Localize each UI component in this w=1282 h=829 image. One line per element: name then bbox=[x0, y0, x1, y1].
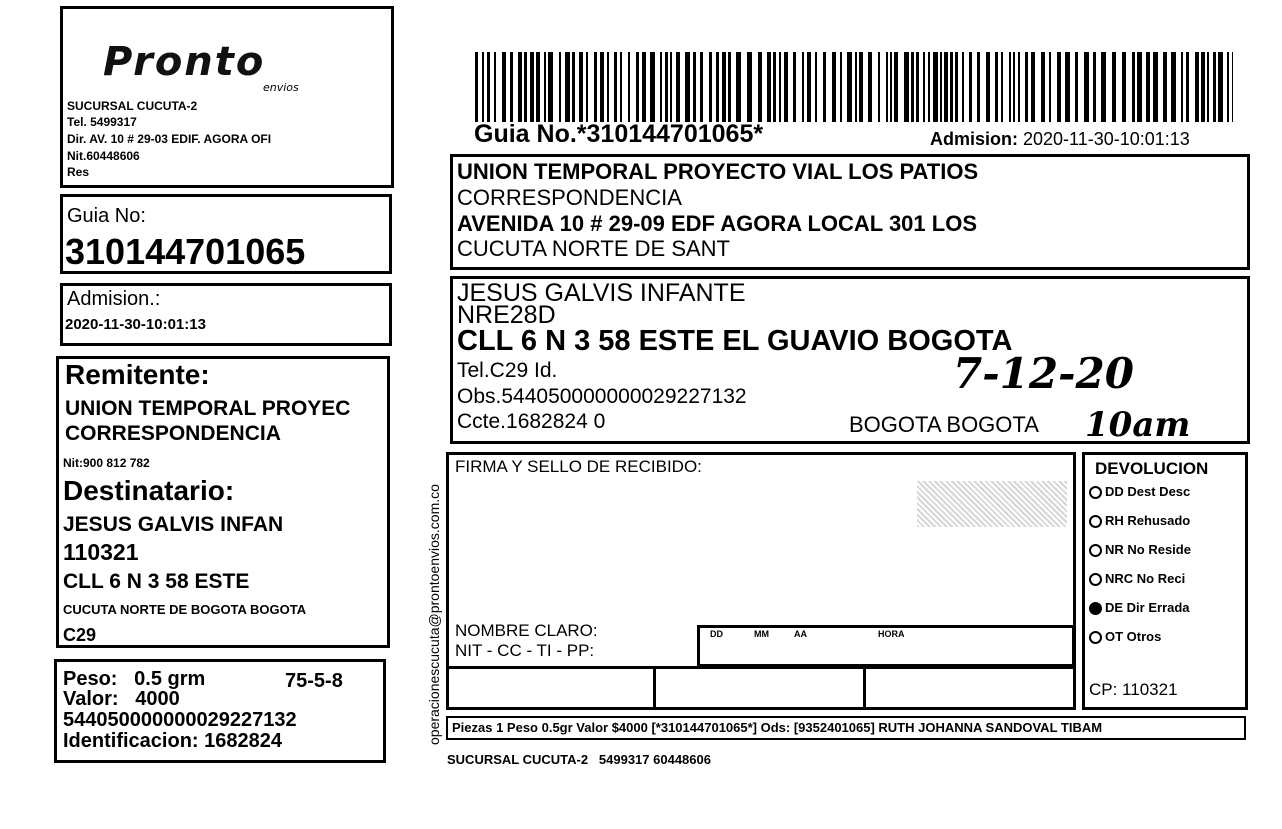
barcode-bar bbox=[802, 52, 804, 122]
barcode-bar bbox=[722, 52, 726, 122]
sender-line-1: UNION TEMPORAL PROYECTO VIAL LOS PATIOS bbox=[457, 159, 979, 184]
barcode-bar bbox=[607, 52, 609, 122]
barcode-bar bbox=[904, 52, 909, 122]
barcode-bar bbox=[950, 52, 953, 122]
destinatario-city: CUCUTA NORTE DE BOGOTA BOGOTA bbox=[63, 602, 307, 617]
branch-line-4: Nit.60448606 bbox=[67, 149, 140, 163]
guia-number: 310144701065 bbox=[65, 231, 306, 272]
barcode-bar bbox=[1171, 52, 1176, 122]
handwritten-time: 10am bbox=[1085, 405, 1191, 445]
barcode-bar bbox=[1009, 52, 1011, 122]
barcode-bar bbox=[1001, 52, 1003, 122]
barcode-bar bbox=[559, 52, 561, 122]
barcode-bar bbox=[868, 52, 872, 122]
branch-line-5: Res bbox=[67, 165, 90, 179]
footer-box bbox=[446, 716, 1246, 740]
barcode-bar bbox=[878, 52, 880, 122]
barcode-bar bbox=[832, 52, 836, 122]
barcode-bar bbox=[487, 52, 490, 122]
barcode-bar bbox=[628, 52, 630, 122]
barcode-bar bbox=[1013, 52, 1015, 122]
signature-box bbox=[446, 452, 1076, 710]
barcode-bar bbox=[594, 52, 597, 122]
remitente-dept: CORRESPONDENCIA bbox=[65, 422, 281, 445]
devolucion-option-nr[interactable]: NR No Reside bbox=[1089, 542, 1191, 557]
barcode-bar bbox=[1075, 52, 1078, 122]
header-admision-value: 2020-11-30-10:01:13 bbox=[1023, 129, 1190, 149]
barcode-bar bbox=[665, 52, 668, 122]
barcode-bar bbox=[767, 52, 771, 122]
barcode-bar bbox=[928, 52, 930, 122]
barcode-bar bbox=[1181, 52, 1183, 122]
branch-line-3: Dir. AV. 10 # 29-03 EDIF. AGORA OFI bbox=[67, 132, 272, 146]
bottom-line: SUCURSAL CUCUTA-2 5499317 60448606 bbox=[447, 752, 711, 767]
barcode-bar bbox=[758, 52, 762, 122]
barcode-bar bbox=[886, 52, 888, 122]
barcode-bar bbox=[709, 52, 712, 122]
barcode-bar bbox=[1093, 52, 1096, 122]
barcode-bar bbox=[1227, 52, 1229, 122]
recipient-obs: Obs.544050000000029227132 bbox=[457, 385, 747, 408]
barcode-bar bbox=[536, 52, 540, 122]
barcode-bar bbox=[944, 52, 948, 122]
barcode-bar bbox=[660, 52, 662, 122]
peso-code: 75-5-8 bbox=[285, 670, 343, 692]
logo-brand: Pronto bbox=[103, 39, 266, 85]
barcode-bar bbox=[815, 52, 817, 122]
barcode-bar bbox=[1186, 52, 1189, 122]
barcode-bar bbox=[773, 52, 776, 122]
barcode-bar bbox=[642, 52, 646, 122]
barcode-bar bbox=[1101, 52, 1106, 122]
recipient-line-1: JESUS GALVIS INFANTE bbox=[457, 279, 746, 307]
barcode-bar bbox=[1146, 52, 1150, 122]
barcode-bar bbox=[1195, 52, 1199, 122]
admision-label: Admision.: bbox=[67, 288, 161, 310]
footer-line: Piezas 1 Peso 0.5gr Valor $4000 [*310144701065*] Ods: [9352401065] RUTH JOHANNA SANDOVAL TIBAM bbox=[452, 720, 1103, 735]
barcode-bar bbox=[1137, 52, 1142, 122]
barcode-bar bbox=[1232, 52, 1233, 122]
valor-line: Valor: 4000 bbox=[63, 688, 180, 710]
barcode-bar bbox=[502, 52, 506, 122]
sender-line-2: CORRESPONDENCIA bbox=[457, 185, 682, 210]
pronto-logo bbox=[103, 39, 265, 85]
barcode-bar bbox=[736, 52, 741, 122]
barcode-bar bbox=[977, 52, 980, 122]
barcode-bar bbox=[1031, 52, 1035, 122]
barcode-bar bbox=[544, 52, 546, 122]
barcode-bar bbox=[962, 52, 964, 122]
barcode-bar bbox=[823, 52, 826, 122]
branch-box bbox=[60, 6, 394, 188]
barcode-bar bbox=[586, 52, 588, 122]
devolucion-option-rh[interactable]: RH Rehusado bbox=[1089, 513, 1190, 528]
barcode-bar bbox=[933, 52, 938, 122]
remitente-name: UNION TEMPORAL PROYEC bbox=[65, 397, 351, 420]
barcode-bar bbox=[676, 52, 680, 122]
barcode-bar bbox=[636, 52, 639, 122]
barcode-bar bbox=[840, 52, 842, 122]
radio-icon[interactable] bbox=[1089, 486, 1102, 499]
guia-label: Guia No: bbox=[67, 205, 146, 227]
barcode-bar bbox=[1207, 52, 1209, 122]
barcode-bar bbox=[510, 52, 513, 122]
header-guia: Guia No.*310144701065* bbox=[474, 120, 764, 148]
barcode-bar bbox=[700, 52, 703, 122]
recipient-line-2: NRE28D bbox=[457, 301, 556, 329]
radio-checked-icon[interactable] bbox=[1089, 602, 1102, 615]
devolucion-option-de[interactable]: DE Dir Errada bbox=[1089, 600, 1190, 615]
barcode-bar bbox=[728, 52, 731, 122]
destinatario-address: CLL 6 N 3 58 ESTE bbox=[63, 570, 250, 593]
peso-box bbox=[54, 659, 386, 763]
barcode-bar bbox=[475, 52, 478, 122]
date-dd: DD bbox=[710, 629, 723, 639]
barcode-bar bbox=[1163, 52, 1167, 122]
barcode-bar bbox=[894, 52, 898, 122]
barcode-bar bbox=[650, 52, 655, 122]
barcode-bar bbox=[1122, 52, 1126, 122]
peso-ident: Identificacion: 1682824 bbox=[63, 730, 282, 752]
devolucion-option-nrc[interactable]: NRC No Reci bbox=[1089, 571, 1185, 586]
barcode-bar bbox=[670, 52, 672, 122]
barcode bbox=[475, 52, 1233, 122]
barcode-bar bbox=[530, 52, 534, 122]
barcode-bar bbox=[890, 52, 892, 122]
barcode-bar bbox=[1041, 52, 1045, 122]
barcode-bar bbox=[779, 52, 781, 122]
remitente-box bbox=[56, 356, 390, 648]
barcode-bar bbox=[969, 52, 972, 122]
peso-obs: 544050000000029227132 bbox=[63, 709, 297, 731]
barcode-bar bbox=[524, 52, 527, 122]
barcode-bar bbox=[1065, 52, 1070, 122]
radio-icon[interactable] bbox=[1089, 631, 1102, 644]
barcode-bar bbox=[916, 52, 919, 122]
nit-label: NIT - CC - TI - PP: bbox=[455, 641, 595, 660]
nombre-claro-label: NOMBRE CLARO: bbox=[455, 621, 598, 640]
recipient-city: BOGOTA BOGOTA bbox=[849, 412, 1039, 437]
barcode-bar bbox=[1049, 52, 1051, 122]
radio-icon[interactable] bbox=[1089, 573, 1102, 586]
admision-box bbox=[60, 283, 392, 346]
barcode-bar bbox=[579, 52, 583, 122]
date-hora: HORA bbox=[878, 629, 905, 639]
barcode-bar bbox=[859, 52, 863, 122]
branch-line-1: SUCURSAL CUCUTA-2 bbox=[67, 99, 198, 113]
barcode-bar bbox=[807, 52, 811, 122]
barcode-bar bbox=[1057, 52, 1061, 122]
recipient-ccte: Ccte.1682824 0 bbox=[457, 410, 606, 433]
handwritten-date: 7-12-20 bbox=[953, 349, 1134, 398]
barcode-bar bbox=[855, 52, 857, 122]
devolucion-title: DEVOLUCION bbox=[1095, 459, 1209, 478]
barcode-bar bbox=[620, 52, 622, 122]
barcode-bar bbox=[1018, 52, 1020, 122]
devolucion-box bbox=[1082, 452, 1248, 710]
peso-line: Peso: 0.5 grm bbox=[63, 668, 206, 690]
barcode-bar bbox=[1153, 52, 1158, 122]
barcode-bar bbox=[793, 52, 796, 122]
barcode-bar bbox=[494, 52, 496, 122]
barcode-bar bbox=[614, 52, 617, 122]
recipient-line-3: CLL 6 N 3 58 ESTE EL GUAVIO BOGOTA bbox=[457, 325, 1013, 357]
destinatario-code: 110321 bbox=[63, 539, 139, 565]
sender-line-3: AVENIDA 10 # 29-09 EDF AGORA LOCAL 301 LOS bbox=[457, 211, 977, 236]
bottom-cells bbox=[449, 666, 1073, 706]
barcode-bar bbox=[716, 52, 719, 122]
branch-line-2: Tel. 5499317 bbox=[67, 115, 137, 129]
barcode-bar bbox=[572, 52, 575, 122]
barcode-bar bbox=[955, 52, 958, 122]
barcode-bar bbox=[565, 52, 570, 122]
destinatario-label: Destinatario: bbox=[63, 475, 235, 506]
guia-box bbox=[60, 194, 392, 274]
signature-label: FIRMA Y SELLO DE RECIBIDO: bbox=[455, 457, 702, 476]
barcode-bar bbox=[548, 52, 553, 122]
barcode-bar bbox=[847, 52, 852, 122]
barcode-bar bbox=[911, 52, 914, 122]
date-aa: AA bbox=[794, 629, 807, 639]
admision-datetime: 2020-11-30-10:01:13 bbox=[65, 316, 206, 333]
barcode-bar bbox=[482, 52, 484, 122]
barcode-bar bbox=[1084, 52, 1089, 122]
barcode-bar bbox=[986, 52, 990, 122]
barcode-bar bbox=[784, 52, 788, 122]
barcode-bar bbox=[995, 52, 998, 122]
devolucion-option-ot[interactable]: OT Otros bbox=[1089, 629, 1161, 644]
remitente-label: Remitente: bbox=[65, 359, 210, 390]
devolucion-option-dd[interactable]: DD Dest Desc bbox=[1089, 484, 1190, 499]
radio-icon[interactable] bbox=[1089, 515, 1102, 528]
date-fields bbox=[697, 625, 1075, 667]
barcode-bar bbox=[1025, 52, 1028, 122]
barcode-bar bbox=[518, 52, 522, 122]
devolucion-cp: CP: 110321 bbox=[1089, 680, 1178, 699]
recipient-box bbox=[450, 276, 1250, 444]
barcode-bar bbox=[747, 52, 752, 122]
date-mm: MM bbox=[754, 629, 769, 639]
barcode-bar bbox=[1201, 52, 1205, 122]
remitente-nit: Nit:900 812 782 bbox=[63, 456, 150, 470]
barcode-bar bbox=[940, 52, 942, 122]
header-admision-label: Admision: bbox=[930, 129, 1018, 149]
barcode-bar bbox=[1112, 52, 1116, 122]
header-admision bbox=[930, 129, 1190, 150]
destinatario-zone: C29 bbox=[63, 625, 97, 645]
sender-line-4: CUCUTA NORTE DE SANT bbox=[457, 236, 730, 261]
logo-sub: envios bbox=[263, 81, 299, 94]
radio-icon[interactable] bbox=[1089, 544, 1102, 557]
barcode-bar bbox=[1213, 52, 1216, 122]
vertical-email: operacionescucuta@prontoenvios.com.co bbox=[426, 484, 442, 745]
sender-box bbox=[450, 154, 1250, 270]
barcode-bar bbox=[685, 52, 690, 122]
recipient-tel: Tel.C29 Id. bbox=[457, 359, 558, 382]
signature-stamp bbox=[917, 481, 1067, 527]
barcode-bar bbox=[1218, 52, 1223, 122]
barcode-bar bbox=[600, 52, 604, 122]
barcode-bar bbox=[693, 52, 696, 122]
barcode-bar bbox=[923, 52, 925, 122]
destinatario-name: JESUS GALVIS INFAN bbox=[63, 513, 284, 536]
barcode-bar bbox=[1132, 52, 1135, 122]
